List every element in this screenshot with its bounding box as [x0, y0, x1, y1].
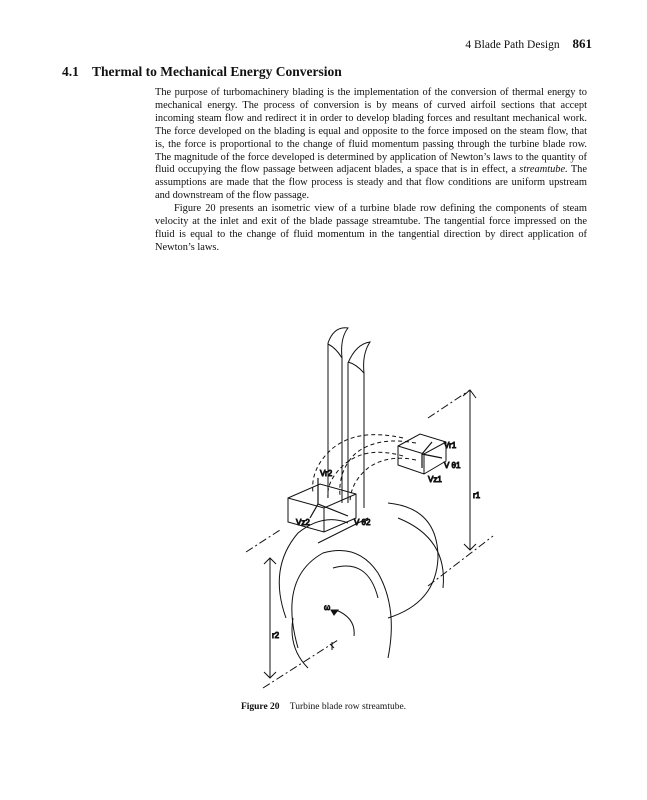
running-head [465, 36, 592, 52]
caption-label: Figure 20 [240, 702, 280, 712]
figure-20 [238, 318, 508, 696]
body-text [155, 87, 587, 255]
section-title: Thermal to Mechanical Energy Conversion [92, 64, 342, 79]
dimension-lines [246, 390, 493, 688]
label-vr2: Vr2 [320, 469, 333, 478]
section-heading [62, 64, 342, 80]
figure-caption [0, 702, 647, 712]
label-r1: r1 [473, 491, 481, 500]
label-r2: r2 [272, 631, 280, 640]
label-vtheta2: V θ2 [354, 518, 371, 527]
page-number: 861 [572, 36, 592, 51]
label-vz1: Vz1 [428, 475, 442, 484]
label-vtheta1: V θ1 [444, 461, 461, 470]
paragraph-1 [155, 87, 587, 203]
label-omega: ω [324, 603, 331, 612]
label-vr1: Vr1 [444, 441, 457, 450]
paragraph-1-emphasis: streamtube. [519, 164, 568, 176]
section-number: 4.1 [62, 64, 79, 79]
paragraph-1-text-b: The assumptions are made that the flow process is steady and that flow conditions are uniform upstream and downstream of the flow passage. [155, 164, 587, 202]
rotor-disc [279, 503, 443, 668]
paragraph-2: Figure 20 presents an isometric view of a turbine blade row defining the components of steam velocity at the inlet and exit of the blade passage streamtube. The tangential force impressed on the fluid is equal to the change of fluid momentum in the tangential direction by direct application of Newton’s laws. [155, 203, 587, 253]
chapter-title: 4 Blade Path Design [465, 39, 560, 51]
inlet-velocity-box [398, 434, 446, 474]
caption-text: Turbine blade row streamtube. [289, 702, 407, 712]
blades [328, 328, 370, 508]
label-vz2: Vz2 [296, 518, 310, 527]
paragraph-1-text-a: The purpose of turbomachinery blading is the implementation of the conversion of thermal energy to mechanical energy. The process of conversion is by means of curved airfoil sections that accept incoming steam flow and redirect it in order to develop blading forces and resultant mechanical work. The force developed on the blading is equal and opposite to the force imposed on the steam flow, that is, the force is proportional to the change of fluid momentum passing through the turbine blade row. The magnitude of the force developed is determined by application of Newton’s laws to the quantity of fluid occupying the flow passage between adjacent blades, a space that is in effect, a [155, 87, 587, 176]
streamtube-diagram [238, 318, 508, 696]
